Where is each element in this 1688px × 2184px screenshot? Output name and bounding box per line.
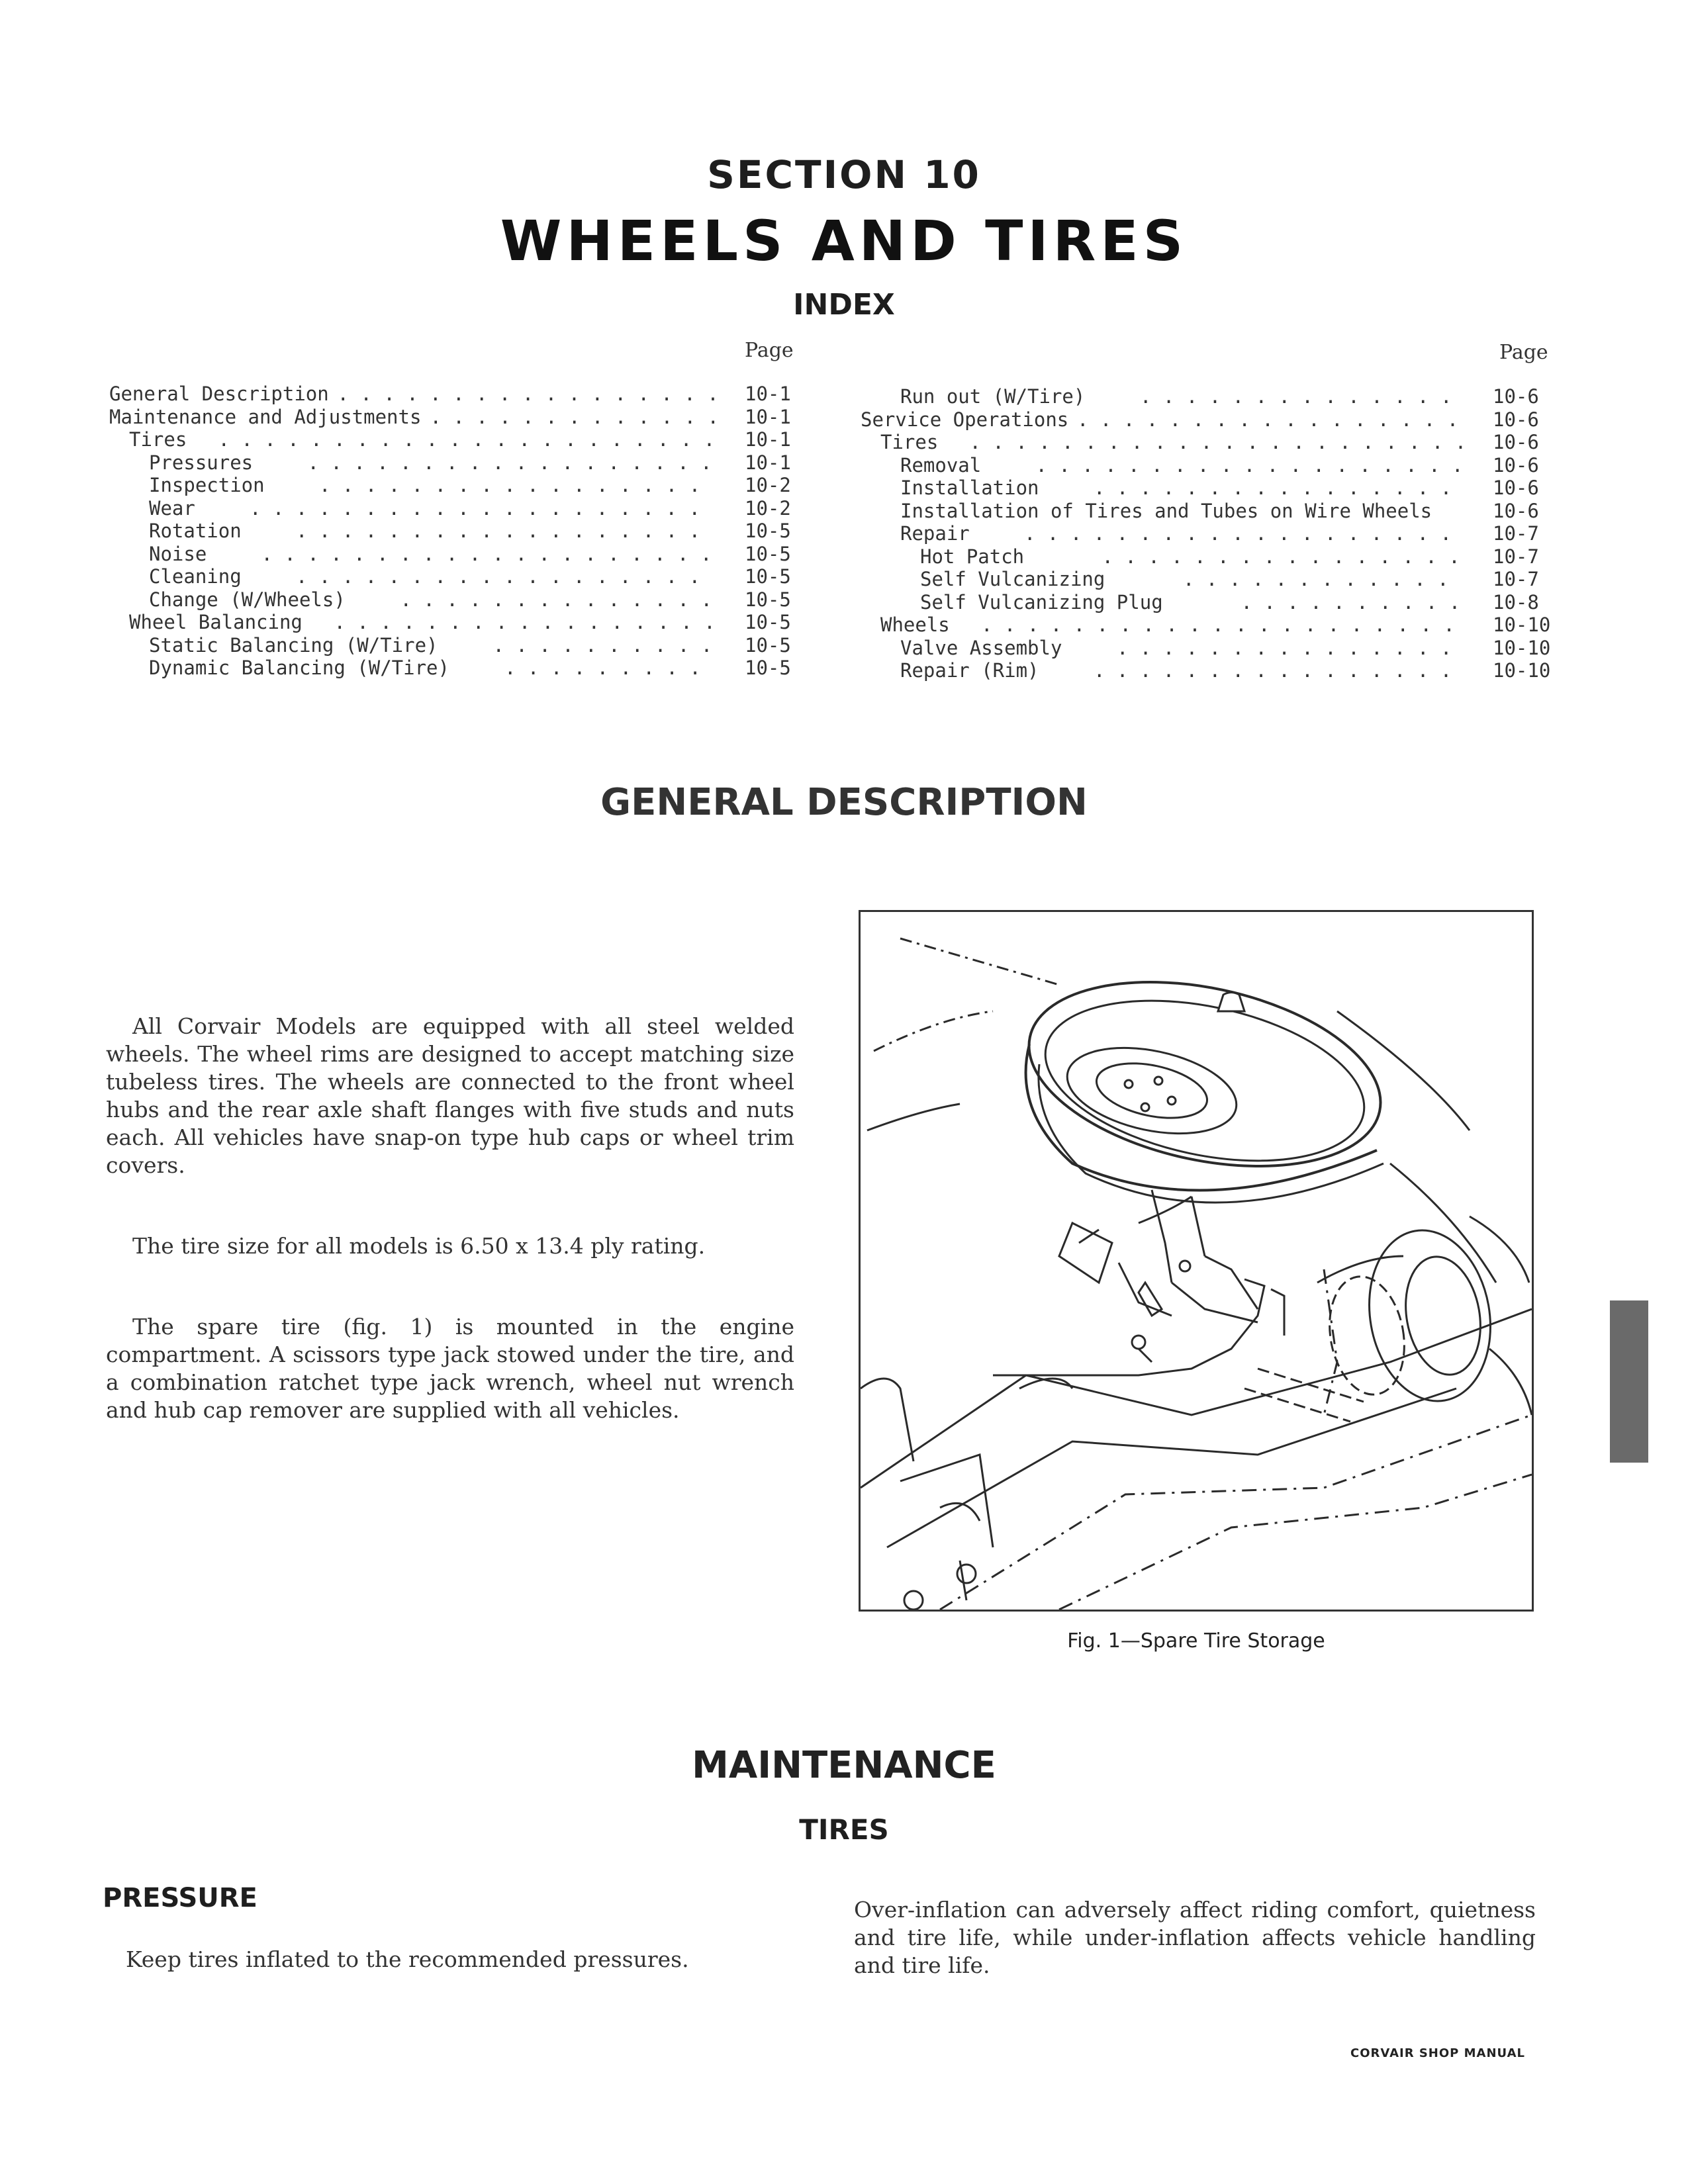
index-entry-page: 10-5: [745, 611, 791, 633]
index-entry-page: 10-10: [1493, 614, 1551, 636]
index-leader-dots: . . . . . . . . . . . . . . . . . . . .: [250, 496, 700, 520]
index-entry: [109, 611, 804, 634]
index-leader-dots: . . . . . . . . . . . . . . . . . . .: [1035, 453, 1464, 477]
index-entry-label: Installation of Tires and Tubes on Wire Wheels: [900, 499, 1432, 522]
index-entry: [109, 451, 804, 475]
index-entry-page: 10-10: [1493, 636, 1551, 659]
index-entry-label: Valve Assembly: [900, 636, 1062, 659]
index-entry-page: 10-6: [1493, 385, 1539, 408]
index-entry-page: 10-2: [745, 474, 791, 496]
index-entry-page: 10-1: [745, 383, 791, 405]
index-entry-page: 10-1: [745, 405, 791, 428]
paragraph-3: The spare tire (fig. 1) is mounted in the engine compartment. A scissors type jack stowed under the tire, and a combination ratchet type jack wrench, wheel nut wrench and hub cap remover are supplied with all vehicles.: [106, 1314, 794, 1423]
index-entry-page: 10-7: [1493, 568, 1539, 590]
paragraph-1: All Corvair Models are equipped with all steel welded wheels. The wheel rims are designed to accept matching size tubeless tires. The wheels are connected to the front wheel hubs and the rear axle shaft flanges with five studs and nuts each. All vehicles have snap-on type hub caps or wheel trim covers.: [106, 1013, 794, 1178]
index-entry: [861, 614, 1556, 637]
index-leader-dots: . . . . . . . . . . . . . . . . . .: [296, 520, 701, 542]
index-entry: [109, 497, 804, 520]
section-label: SECTION 10: [707, 152, 981, 197]
index-entry-label: Tires: [129, 428, 187, 451]
index-entry-page: 10-5: [745, 565, 791, 588]
index-entry-page: 10-5: [745, 588, 791, 611]
index-leader-dots: . . . . . . . . . . . . . . . . . . . . . .: [218, 428, 716, 451]
index-entry: [861, 545, 1556, 569]
index-leader-dots: . . . . . . . . . . . . . . . .: [1094, 477, 1452, 499]
index-leader-dots: . . . . . . . . . . . . . . . . . .: [307, 451, 712, 474]
tires-subheading: TIRES: [799, 1813, 889, 1846]
index-leader-dots: . . . . . . . . . . . . . . . . . .: [296, 565, 701, 588]
index-leader-dots: . . . . . . . . . . . . . . . .: [1102, 545, 1460, 568]
index-entry-page: 10-5: [745, 633, 791, 657]
index-leader-dots: . . . . . . . . . . . . . . . . . . . . .: [981, 614, 1455, 636]
index-entry-label: Repair (Rim): [900, 659, 1039, 682]
index-entry-page: 10-6: [1493, 477, 1539, 499]
index-entry-label: Cleaning: [149, 565, 242, 588]
index-entry: [861, 408, 1556, 432]
index-entry: [109, 565, 804, 588]
paragraph-2: The tire size for all models is 6.50 x 13.4 ply rating.: [132, 1233, 706, 1259]
index-entry-label: Rotation: [149, 520, 242, 542]
index-leader-dots: . . . . . . . . . . . . . . . . .: [1077, 408, 1459, 431]
index-entry-label: Self Vulcanizing: [920, 568, 1105, 590]
section-title: WHEELS AND TIRES: [500, 208, 1188, 273]
section-thumb-tab: [1610, 1300, 1648, 1463]
index-page-header-right: Page: [1499, 341, 1548, 364]
index-entry-page: 10-5: [745, 657, 791, 679]
index-entry-page: 10-6: [1493, 431, 1539, 453]
index-entry-label: Hot Patch: [920, 545, 1025, 568]
general-description-heading: GENERAL DESCRIPTION: [600, 781, 1088, 824]
index-leader-dots: . . . . . . . . . . . . .: [430, 405, 719, 428]
index-entry: [109, 406, 804, 429]
index-leader-dots: . . . . . . . . . . . . . .: [400, 588, 712, 611]
index-entry-label: Service Operations: [861, 408, 1069, 431]
index-entry-label: Wear: [149, 496, 195, 520]
index-leader-dots: . . . . . . . . . . . . . . . . . . . .: [261, 542, 712, 565]
index-entry-page: 10-8: [1493, 590, 1539, 614]
footer-manual-title: CORVAIR SHOP MANUAL: [1350, 2046, 1525, 2060]
index-leader-dots: . . . . . . . . .: [504, 657, 701, 679]
index-entry-label: Wheels: [880, 614, 950, 636]
index-entry-label: Noise: [149, 542, 207, 565]
index-entry: [861, 500, 1556, 523]
index-entry-page: 10-10: [1493, 659, 1551, 682]
index-entry: [861, 454, 1556, 477]
index-leader-dots: . . . . . . . . . . . . . . .: [1117, 636, 1452, 659]
index-entry: [109, 520, 804, 543]
index-entry-label: Installation: [900, 477, 1039, 499]
index-page-header-left: Page: [745, 339, 794, 362]
index-entry: [109, 634, 804, 657]
index-leader-dots: . . . . . . . . . . . . . . . . .: [319, 474, 701, 496]
index-leader-dots: . . . . . . . . . . . . . . . .: [1094, 659, 1452, 682]
index-entry-label: General Description: [109, 383, 329, 405]
index-entry: [109, 657, 804, 680]
index-entry: [861, 591, 1556, 614]
maintenance-heading: MAINTENANCE: [692, 1744, 996, 1787]
index-leader-dots: . . . . . . . . . . . . . . . . .: [337, 383, 719, 405]
pressure-heading: PRESSURE: [103, 1883, 258, 1913]
index-entry-page: 10-2: [745, 496, 791, 520]
general-description-body: [106, 1013, 794, 1424]
index-entry-label: Dynamic Balancing (W/Tire): [149, 657, 449, 679]
index-entry-page: 10-1: [745, 451, 791, 474]
index-entry: [109, 543, 804, 566]
index-entry-label: Tires: [880, 431, 939, 453]
pressure-text: Keep tires inflated to the recommended pressures.: [126, 1946, 689, 1972]
figure-caption: Fig. 1—Spare Tire Storage: [1067, 1629, 1325, 1653]
index-entry-label: Run out (W/Tire): [900, 385, 1086, 408]
index-leader-dots: . . . . . . . . . .: [492, 633, 713, 657]
index-leader-dots: . . . . . . . . . . . . . . . . . . .: [1024, 522, 1452, 545]
index-entry: [109, 588, 804, 612]
index-leader-dots: . . . . . . . . . .: [1241, 590, 1461, 614]
index-leader-dots: . . . . . . . . . . . . . . . . .: [334, 611, 716, 633]
index-entry-label: Inspection: [149, 474, 265, 496]
index-title: INDEX: [793, 288, 895, 322]
index-entry: [861, 522, 1556, 545]
index-entry-page: 10-5: [745, 542, 791, 565]
index-entry: [861, 477, 1556, 500]
index-entry-page: 10-7: [1493, 545, 1539, 568]
index-entry-label: Pressures: [149, 451, 254, 474]
index-entry-label: Maintenance and Adjustments: [109, 405, 422, 428]
index-entry-label: Self Vulcanizing Plug: [920, 590, 1163, 614]
index-entry-page: 10-6: [1493, 499, 1539, 522]
index-entry-page: 10-5: [745, 520, 791, 542]
index-entry: [861, 568, 1556, 591]
index-leader-dots: . . . . . . . . . . . . . . . . . . . . . .: [969, 431, 1467, 453]
index-entry-label: Wheel Balancing: [129, 611, 303, 633]
index-entry-page: 10-6: [1493, 408, 1539, 431]
index-entry-label: Change (W/Wheels): [149, 588, 346, 611]
index-entry: [861, 385, 1556, 408]
index-entry: [109, 428, 804, 451]
index-entry: [109, 383, 804, 406]
index-entry-label: Repair: [900, 522, 970, 545]
inflation-text: Over-inflation can adversely affect riding comfort, quietness and tire life, while under-inflation affects vehicle handling and tire life.: [854, 1897, 1536, 1978]
index-leader-dots: . . . . . . . . . . . .: [1183, 568, 1449, 590]
index-entry-label: Static Balancing (W/Tire): [149, 633, 438, 657]
index-entry-page: 10-6: [1493, 453, 1539, 477]
index-entry-page: 10-1: [745, 428, 791, 451]
spare-tire-illustration: [861, 912, 1532, 1610]
index-entry: [861, 637, 1556, 660]
index-entry: [861, 659, 1556, 682]
index-leader-dots: . . . . . . . . . . . . . .: [1140, 385, 1452, 408]
index-entry: [109, 474, 804, 497]
index-entry: [861, 431, 1556, 454]
figure-spare-tire-storage: [859, 910, 1534, 1612]
index-entry-label: Removal: [900, 453, 982, 477]
index-entry-page: 10-7: [1493, 522, 1539, 545]
